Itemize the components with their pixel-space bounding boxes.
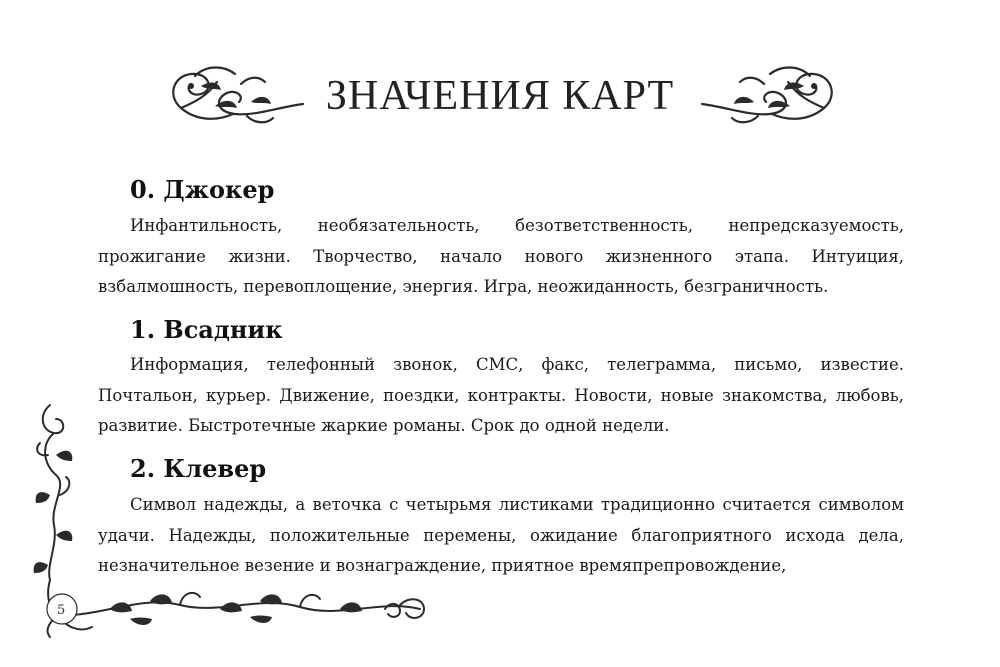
section-body-joker: Инфантильность, необязательность, безответственность, непредсказуемость, прожигание жизни. Творчество, начало нового жизненного этапа. Интуиция, взбалмошность, перевоплощение, энергия. Игра, неожиданность, безграничность.	[98, 216, 904, 296]
section-heading-joker: 0. Джокер	[130, 175, 275, 204]
title-banner	[0, 62, 1000, 142]
section-body-clover: Символ надежды, а веточка с четырьмя листиками традиционно считается символом удачи. Надежды, положительные перемены, ожидание благоприятного исхода дела, незначительное везение и вознаграждение, приятное времяпрепровождение,	[98, 495, 904, 575]
right-scroll-ornament-icon	[700, 62, 850, 132]
section-heading-clover: 2. Клевер	[130, 454, 267, 483]
section-body-rider: Информация, телефонный звонок, СМС, факс, телеграмма, письмо, известие. Почтальон, курьер. Движение, поездки, контракты. Новости, новые знакомства, любовь, развитие. Быстротечные жаркие романы. Срок до одной недели.	[98, 355, 904, 435]
section-heading-rider: 1. Всадник	[130, 315, 283, 344]
page-number: 5	[57, 603, 66, 618]
page-title: ЗНАЧЕНИЯ КАРТ	[325, 73, 675, 119]
